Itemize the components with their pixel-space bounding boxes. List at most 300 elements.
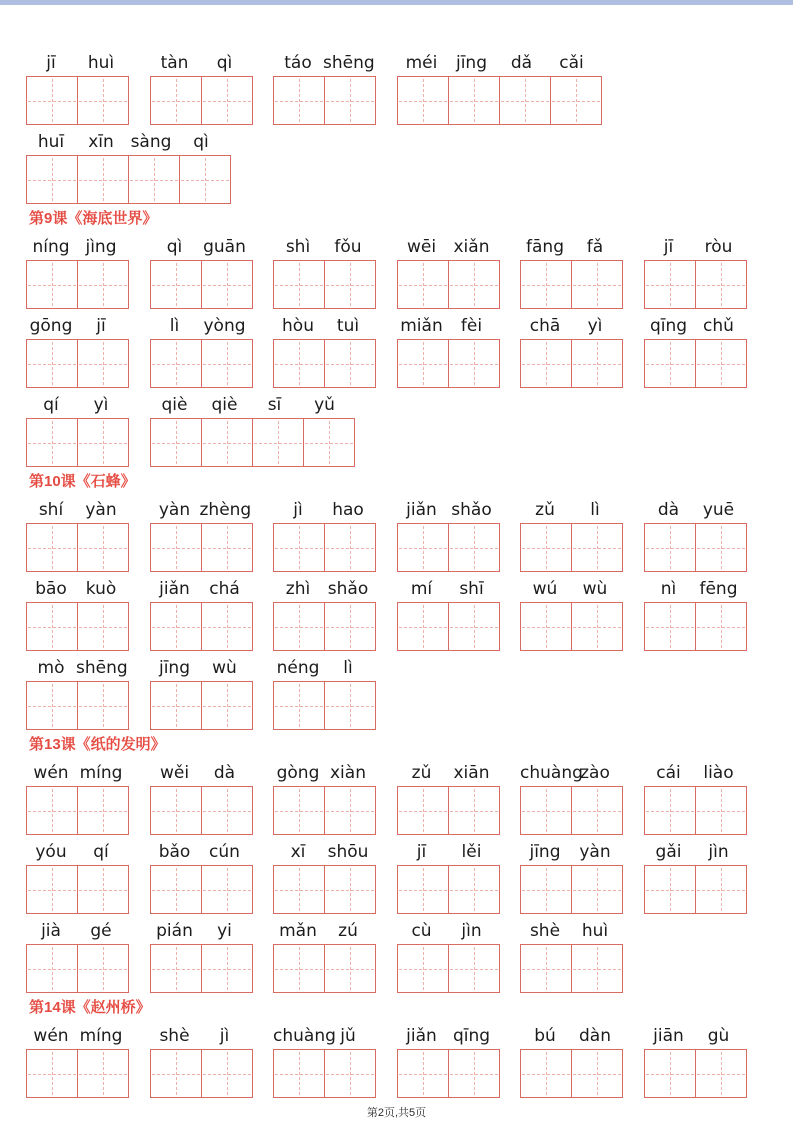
pinyin-line	[150, 1023, 260, 1048]
word-group	[397, 234, 521, 309]
word-group	[644, 234, 768, 309]
writing-cell	[324, 865, 376, 914]
writing-cell	[77, 339, 129, 388]
word-group	[26, 760, 150, 835]
writing-cell	[695, 1049, 747, 1098]
pinyin-syllable: cún	[209, 842, 240, 862]
writing-grid	[644, 1049, 754, 1098]
word-group	[273, 655, 397, 730]
pinyin-line	[273, 1023, 383, 1048]
writing-cell	[26, 1049, 78, 1098]
word-group	[397, 576, 521, 651]
pinyin-syllable: yì	[93, 395, 109, 415]
pinyin-syllable: jiǎn	[406, 1026, 437, 1046]
word-group	[644, 1023, 768, 1098]
pinyin-line	[520, 497, 630, 522]
writing-cell	[26, 260, 78, 309]
pinyin-syllable: dǎ	[510, 53, 533, 73]
word-group	[520, 234, 644, 309]
pinyin-syllable: yóu	[35, 842, 67, 862]
writing-cell	[397, 1049, 449, 1098]
pinyin-line	[26, 655, 136, 680]
writing-cell	[397, 260, 449, 309]
pinyin-syllable: zào	[580, 763, 610, 783]
word-group	[273, 839, 397, 914]
pinyin-syllable: wēi	[406, 237, 437, 257]
word-group	[520, 1023, 644, 1098]
pinyin-syllable: dàn	[579, 1026, 611, 1046]
word-group	[150, 50, 274, 125]
pinyin-syllable: shǎo	[327, 579, 369, 599]
pinyin-syllable: chuàng	[273, 1026, 336, 1046]
writing-cell	[448, 602, 500, 651]
pinyin-syllable: lì	[169, 316, 180, 336]
pinyin-syllable: fēng	[699, 579, 738, 599]
pinyin-syllable: yàn	[579, 842, 611, 862]
word-row	[26, 313, 767, 388]
pinyin-line	[520, 918, 630, 943]
pinyin-line	[26, 50, 136, 75]
writing-grid	[150, 681, 260, 730]
writing-grid	[520, 602, 630, 651]
pinyin-line	[397, 497, 507, 522]
writing-cell	[571, 865, 623, 914]
writing-grid	[644, 865, 754, 914]
writing-cell	[520, 260, 572, 309]
writing-cell	[273, 260, 325, 309]
pinyin-line	[26, 760, 136, 785]
pinyin-syllable: qīng	[452, 1026, 491, 1046]
writing-cell	[273, 602, 325, 651]
pinyin-syllable: lì	[590, 500, 600, 520]
writing-grid	[397, 339, 507, 388]
pinyin-syllable: miǎn	[400, 316, 443, 336]
pinyin-syllable: shǎo	[451, 500, 492, 520]
pinyin-syllable: wén	[33, 763, 69, 783]
pinyin-syllable: wù	[582, 579, 608, 599]
writing-grid	[26, 786, 136, 835]
writing-cell	[644, 786, 696, 835]
word-group	[26, 129, 273, 204]
pinyin-line	[644, 1023, 754, 1048]
pinyin-syllable: guān	[203, 237, 246, 257]
writing-grid	[273, 76, 383, 125]
writing-cell	[397, 602, 449, 651]
word-row	[26, 1023, 767, 1098]
writing-cell	[273, 786, 325, 835]
pinyin-line	[26, 497, 136, 522]
word-row	[26, 918, 767, 993]
pinyin-syllable: jī	[96, 316, 106, 336]
pinyin-line	[273, 655, 383, 680]
writing-cell	[644, 1049, 696, 1098]
pinyin-line	[644, 234, 754, 259]
writing-cell	[150, 339, 202, 388]
writing-cell	[448, 523, 500, 572]
pinyin-line	[644, 839, 754, 864]
pinyin-syllable: jìn	[708, 842, 729, 862]
word-row	[26, 234, 767, 309]
writing-grid	[26, 602, 136, 651]
writing-grid	[26, 418, 136, 467]
pinyin-line	[644, 576, 754, 601]
pinyin-line	[150, 576, 260, 601]
writing-cell	[26, 786, 78, 835]
writing-cell	[26, 339, 78, 388]
writing-cell	[77, 944, 129, 993]
writing-cell	[324, 260, 376, 309]
pinyin-syllable: tàn	[160, 53, 189, 73]
pinyin-syllable: wěi	[159, 763, 190, 783]
pinyin-syllable: jì	[219, 1026, 230, 1046]
pinyin-syllable: míng	[79, 763, 123, 783]
pinyin-syllable: yì	[587, 316, 603, 336]
pinyin-syllable: yuē	[702, 500, 735, 520]
pinyin-syllable: qí	[93, 842, 109, 862]
word-group	[150, 497, 274, 572]
pinyin-syllable: mí	[410, 579, 433, 599]
pinyin-syllable: yǔ	[314, 395, 335, 415]
pinyin-line	[150, 392, 383, 417]
section-header: 第13课《纸的发明》	[29, 736, 166, 753]
pinyin-line	[150, 655, 260, 680]
pinyin-syllable: nì	[660, 579, 677, 599]
writing-cell	[150, 418, 202, 467]
writing-cell	[695, 523, 747, 572]
pinyin-syllable: shēng	[76, 658, 128, 678]
word-group	[520, 497, 644, 572]
pinyin-syllable: qì	[166, 237, 183, 257]
pinyin-syllable: shè	[529, 921, 561, 941]
pinyin-line	[26, 234, 136, 259]
writing-grid	[150, 944, 260, 993]
pinyin-syllable: lì	[343, 658, 353, 678]
writing-cell	[77, 1049, 129, 1098]
pinyin-syllable: shì	[285, 237, 311, 257]
pinyin-line	[644, 760, 754, 785]
writing-cell	[150, 602, 202, 651]
pinyin-syllable: fāng	[526, 237, 564, 257]
writing-cell	[150, 76, 202, 125]
pinyin-line	[26, 129, 259, 154]
word-group	[644, 839, 768, 914]
word-group	[150, 313, 274, 388]
pinyin-syllable: wú	[532, 579, 558, 599]
writing-cell	[77, 76, 129, 125]
word-group	[150, 839, 274, 914]
word-group	[150, 918, 274, 993]
pinyin-syllable: yàn	[85, 500, 117, 520]
writing-cell	[201, 260, 253, 309]
writing-cell	[26, 418, 78, 467]
writing-cell	[571, 339, 623, 388]
writing-cell	[150, 944, 202, 993]
pinyin-syllable: ròu	[704, 237, 733, 257]
pinyin-line	[273, 760, 383, 785]
writing-cell	[150, 681, 202, 730]
pinyin-syllable: yi	[217, 921, 232, 941]
word-group	[273, 497, 397, 572]
pinyin-syllable: yàn	[158, 500, 191, 520]
pinyin-syllable: shōu	[327, 842, 369, 862]
word-row	[26, 655, 767, 730]
pinyin-line	[520, 576, 630, 601]
word-group	[150, 392, 397, 467]
pinyin-syllable: bú	[534, 1026, 556, 1046]
writing-grid	[26, 681, 136, 730]
writing-grid	[273, 1049, 383, 1098]
word-group	[644, 576, 768, 651]
word-group	[397, 313, 521, 388]
pinyin-syllable: chuàng	[520, 763, 583, 783]
writing-cell	[26, 944, 78, 993]
pinyin-line	[520, 313, 630, 338]
writing-grid	[397, 602, 507, 651]
word-group	[150, 576, 274, 651]
writing-grid	[150, 523, 260, 572]
writing-grid	[26, 260, 136, 309]
pinyin-syllable: tuì	[336, 316, 360, 336]
section-header: 第10课《石蜂》	[29, 473, 136, 490]
pinyin-line	[26, 576, 136, 601]
writing-grid	[26, 523, 136, 572]
writing-grid	[150, 76, 260, 125]
pinyin-line	[397, 839, 507, 864]
writing-grid	[644, 260, 754, 309]
writing-cell	[397, 339, 449, 388]
writing-grid	[150, 418, 383, 467]
writing-grid	[273, 865, 383, 914]
writing-cell	[324, 523, 376, 572]
pinyin-line	[150, 918, 260, 943]
pinyin-syllable: jìn	[461, 921, 482, 941]
word-group	[26, 497, 150, 572]
writing-cell	[128, 155, 180, 204]
word-group	[150, 655, 274, 730]
pinyin-line	[397, 50, 630, 75]
writing-cell	[26, 681, 78, 730]
writing-grid	[26, 944, 136, 993]
writing-cell	[77, 865, 129, 914]
writing-cell	[77, 155, 129, 204]
word-group	[150, 1023, 274, 1098]
writing-cell	[324, 944, 376, 993]
writing-cell	[324, 602, 376, 651]
writing-cell	[273, 681, 325, 730]
pinyin-line	[397, 234, 507, 259]
word-group	[397, 760, 521, 835]
writing-cell	[150, 523, 202, 572]
word-group	[26, 1023, 150, 1098]
word-group	[520, 576, 644, 651]
pinyin-line	[26, 1023, 136, 1048]
writing-grid	[520, 523, 630, 572]
pinyin-line	[397, 1023, 507, 1048]
writing-grid	[26, 155, 259, 204]
word-group	[520, 839, 644, 914]
pinyin-syllable: mǎn	[279, 921, 317, 941]
pinyin-syllable: fèi	[460, 316, 483, 336]
word-group	[397, 1023, 521, 1098]
writing-grid	[520, 865, 630, 914]
writing-cell	[77, 681, 129, 730]
writing-cell	[448, 944, 500, 993]
writing-cell	[201, 1049, 253, 1098]
pinyin-syllable: shī	[459, 579, 484, 599]
pinyin-line	[26, 839, 136, 864]
word-group	[273, 50, 397, 125]
word-group	[150, 760, 274, 835]
pinyin-syllable: zhèng	[199, 500, 252, 520]
pinyin-syllable: jīng	[455, 53, 487, 73]
writing-cell	[150, 1049, 202, 1098]
writing-cell	[77, 523, 129, 572]
pinyin-syllable: zhì	[285, 579, 311, 599]
pinyin-line	[520, 234, 630, 259]
writing-grid	[644, 602, 754, 651]
pinyin-syllable: lěi	[461, 842, 482, 862]
word-group	[397, 50, 644, 125]
pinyin-line	[150, 313, 260, 338]
writing-cell	[448, 1049, 500, 1098]
pinyin-syllable: gù	[707, 1026, 730, 1046]
word-row	[26, 50, 767, 125]
pinyin-syllable: sī	[267, 395, 282, 415]
writing-cell	[520, 339, 572, 388]
pinyin-syllable: cái	[656, 763, 681, 783]
writing-cell	[201, 339, 253, 388]
pinyin-syllable: qì	[216, 53, 233, 73]
writing-grid	[397, 76, 630, 125]
writing-cell	[201, 602, 253, 651]
writing-cell	[571, 1049, 623, 1098]
word-group	[644, 313, 768, 388]
writing-cell	[448, 786, 500, 835]
writing-cell	[550, 76, 602, 125]
pinyin-syllable: kuò	[85, 579, 117, 599]
pinyin-syllable: jià	[41, 921, 61, 941]
writing-cell	[201, 523, 253, 572]
writing-cell	[179, 155, 231, 204]
pinyin-syllable: jìng	[85, 237, 117, 257]
writing-grid	[397, 865, 507, 914]
pinyin-syllable: jīng	[158, 658, 190, 678]
word-group	[273, 576, 397, 651]
writing-cell	[644, 260, 696, 309]
writing-cell	[324, 786, 376, 835]
writing-cell	[252, 418, 304, 467]
writing-cell	[520, 523, 572, 572]
pinyin-line	[397, 313, 507, 338]
writing-cell	[571, 523, 623, 572]
pinyin-syllable: zǔ	[411, 763, 432, 783]
writing-grid	[397, 944, 507, 993]
pinyin-syllable: qīng	[649, 316, 688, 336]
pinyin-syllable: níng	[32, 237, 70, 257]
writing-cell	[273, 944, 325, 993]
writing-grid	[273, 339, 383, 388]
writing-cell	[77, 260, 129, 309]
writing-cell	[448, 260, 500, 309]
writing-grid	[273, 523, 383, 572]
pinyin-syllable: néng	[276, 658, 320, 678]
pinyin-line	[397, 918, 507, 943]
word-group	[397, 497, 521, 572]
pinyin-syllable: yòng	[203, 316, 246, 336]
writing-grid	[26, 339, 136, 388]
pinyin-syllable: jiǎn	[159, 579, 190, 599]
writing-cell	[644, 523, 696, 572]
pinyin-syllable: bāo	[35, 579, 67, 599]
pinyin-syllable: liào	[703, 763, 734, 783]
pinyin-syllable: jī	[46, 53, 56, 73]
writing-cell	[201, 681, 253, 730]
writing-grid	[150, 865, 260, 914]
writing-cell	[273, 339, 325, 388]
pinyin-line	[150, 497, 260, 522]
pinyin-syllable: jī	[663, 237, 674, 257]
word-row	[26, 392, 767, 467]
pinyin-line	[150, 234, 260, 259]
pinyin-line	[273, 839, 383, 864]
writing-cell	[150, 260, 202, 309]
writing-cell	[201, 786, 253, 835]
writing-cell	[26, 865, 78, 914]
pinyin-syllable: huī	[37, 132, 65, 152]
writing-grid	[273, 944, 383, 993]
writing-grid	[150, 339, 260, 388]
writing-cell	[695, 602, 747, 651]
writing-cell	[520, 944, 572, 993]
word-group	[26, 918, 150, 993]
word-group	[644, 497, 768, 572]
writing-cell	[201, 865, 253, 914]
writing-grid	[26, 1049, 136, 1098]
writing-cell	[571, 602, 623, 651]
word-group	[273, 760, 397, 835]
writing-grid	[273, 602, 383, 651]
writing-cell	[644, 602, 696, 651]
pinyin-syllable: huì	[581, 921, 609, 941]
word-group	[26, 392, 150, 467]
pinyin-line	[273, 50, 383, 75]
writing-cell	[520, 1049, 572, 1098]
writing-grid	[644, 523, 754, 572]
pinyin-syllable: bǎo	[158, 842, 191, 862]
writing-cell	[644, 865, 696, 914]
writing-cell	[520, 602, 572, 651]
pinyin-syllable: cù	[411, 921, 432, 941]
writing-grid	[397, 523, 507, 572]
pinyin-syllable: jī	[416, 842, 427, 862]
pinyin-syllable: jiān	[653, 1026, 684, 1046]
word-group	[520, 313, 644, 388]
writing-cell	[695, 260, 747, 309]
writing-cell	[571, 944, 623, 993]
writing-cell	[77, 418, 129, 467]
writing-grid	[26, 865, 136, 914]
pinyin-syllable: pián	[156, 921, 193, 941]
pinyin-syllable: sàng	[130, 132, 172, 152]
pinyin-syllable: gé	[90, 921, 112, 941]
writing-cell	[448, 76, 500, 125]
writing-cell	[695, 786, 747, 835]
pinyin-line	[273, 234, 383, 259]
pinyin-syllable: xīn	[88, 132, 114, 152]
word-group	[273, 1023, 397, 1098]
pinyin-syllable: qí	[43, 395, 59, 415]
pinyin-line	[26, 392, 136, 417]
